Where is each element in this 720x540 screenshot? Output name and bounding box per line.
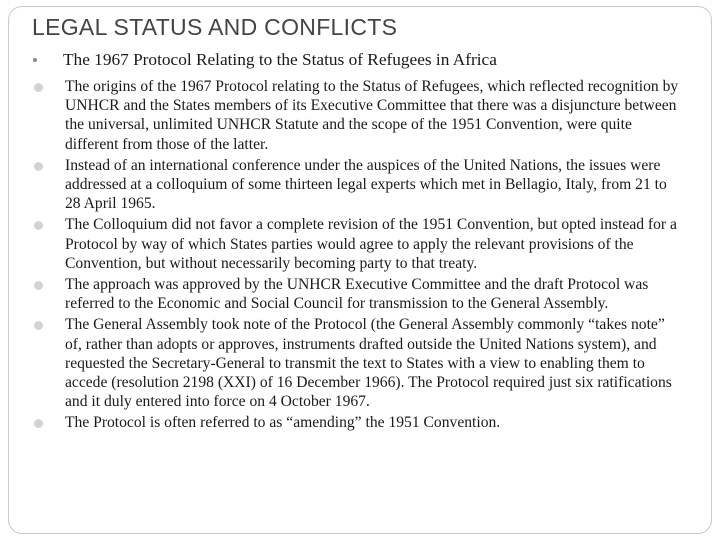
bullet-icon <box>34 221 43 230</box>
bullet-icon <box>34 83 43 92</box>
bullet-icon <box>34 281 43 290</box>
bullet-text: The Protocol is often referred to as “amending” the 1951 Convention. <box>65 414 501 432</box>
bullet-item <box>34 156 684 214</box>
bullet-text: The Colloquium did not favor a complete revision of the 1951 Convention, but opted instead for a Protocol by way of which States parties would agree to apply the relevant provisions of the Convention, but without necessarily becoming party to that treaty. <box>65 216 677 272</box>
bullet-icon <box>34 419 43 428</box>
bullet-icon <box>34 162 43 171</box>
subtitle-row <box>33 50 497 70</box>
bullet-item <box>34 413 684 432</box>
small-bullet-icon <box>33 58 37 62</box>
bullet-list <box>34 77 684 435</box>
bullet-text: Instead of an international conference under the auspices of the United Nations, the issues were addressed at a colloquium of some thirteen legal experts which met in Bellagio, Italy, from 21 to 28 April 1965. <box>65 156 667 213</box>
bullet-text: The General Assembly took note of the Protocol (the General Assembly commonly “takes note” of, rather than adopts or approves, instruments drafted outside the United Nations system), and requested the Secretary-General to transmit the text to States with a view to enabling them to accede (resolution 2198 (XXI) of 16 December 1966). The Protocol required just six ratifications and it duly entered into force on 4 October 1967. <box>65 316 672 411</box>
slide-title: LEGAL STATUS AND CONFLICTS <box>32 14 398 40</box>
bullet-item <box>34 275 684 313</box>
bullet-item <box>34 315 684 411</box>
bullet-text: The approach was approved by the UNHCR Executive Committee and the draft Protocol was referred to the Economic and Social Council for transmission to the General Assembly. <box>65 276 649 313</box>
bullet-item <box>34 215 684 273</box>
bullet-item <box>34 77 684 154</box>
bullet-icon <box>34 321 43 330</box>
bullet-text: The origins of the 1967 Protocol relating to the Status of Refugees, which reflected recognition by UNHCR and the States members of its Executive Committee that there was a disjuncture between the universal, unlimited UNHCR Statute and the scope of the 1951 Convention, were quite different from those of the latter. <box>65 78 679 153</box>
slide-subtitle: The 1967 Protocol Relating to the Status of Refugees in Africa <box>63 50 497 69</box>
